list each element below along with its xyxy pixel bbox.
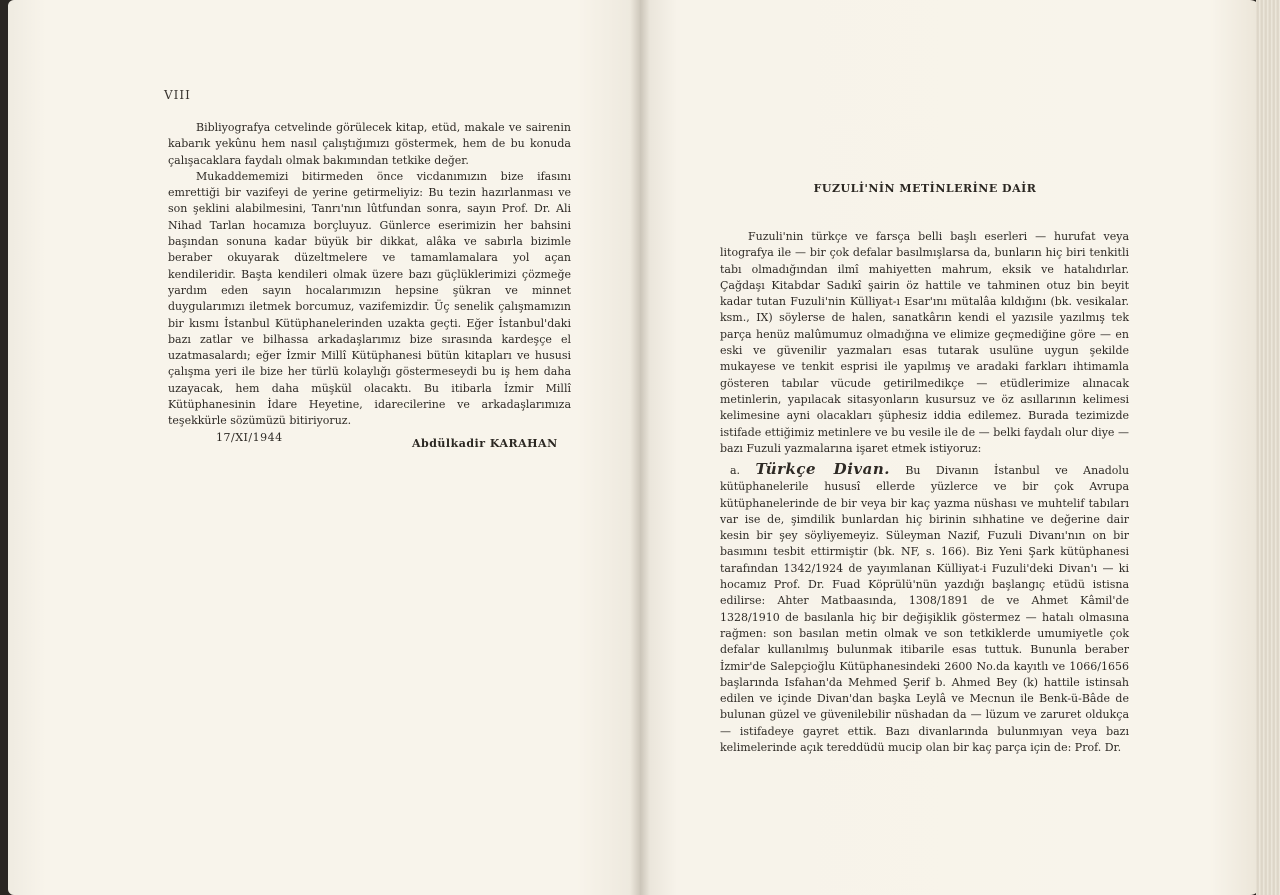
date: 17/XI/1944 (216, 430, 283, 444)
paragraph: Mukaddememizi bitirmeden önce vicdanımızın bize ifasını emrettiği bir vazifeyi de yerine getirmeliyiz: Bu tezin hazırlanması ve son şeklini alabilmesini, Tanrı'nın lûtfundan sonra, sayın Prof. Dr. Ali Nihad Tarlan hocamıza borçluyuz. Günlerce eserimizin her bahsini başından sonuna kadar büyük bir dikkat, alâka ve sabırla bizimle beraber okuyarak düzeltmelere ve tamamlamalara yol açan kendileridir. Başta kendileri olmak üzere bazı güçlüklerimizi çözmeğe yardım eden sayın hocalarımızın hepsine şükran ve minnet duygularımızı iletmek borcumuz, vazifemizdir. Üç senelik çalışmamızın bir kısmı İstanbul Kütüphanelerinden uzakta geçti. Eğer İstanbul'daki bazı zatlar ve bilhassa arkadaşlarımız bize sırasında kardeşçe el uzatmasalardı; eğer İzmir Millî Kütüphanesi bütün kitapları ve hususi çalışma yeri ile bize her türlü kolaylığı göstermeseydi bu iş hem daha uzayacak, hem daha müşkül olacaktı. Bu itibarla İzmir Millî Kütüphanesinin İdare Heyetine, idarecilerine ve arkadaşlarımıza teşekkürle sözümüzü bitiriyoruz. (168, 169, 571, 428)
preface-text (168, 120, 571, 446)
paragraph: Fuzuli'nin türkçe ve farsça belli başlı eserleri — hurufat veya litografya ile — bir çok defalar basılmışlarsa da, bunların hiç biri tenkitli tabı olmadığından ilmî mahiyetten mahrum, eksik ve hatalıdırlar. Çağdaşı Kitabdar Sadıkî şairin öz hattile ve tahminen otuz bin beyit kadar tutan Fuzuli'nin Külliyat-ı Esar'ını mütalâa kıldığını (bk. vesikalar. ksm., IX) söylerse de halen, sanatkârın kendi el yazısile yazılmış tek parça henüz malûmumuz olmadığına ve elimize geçmediğine göre — en eski ve güvenilir yazmaları esas tutarak usulüne uygun şekilde mukayese ve tenkit esprisi ile yapılmış ve aradaki farkları ihtimamla gösteren tabılar vücude getirilmedikçe — etüdlerimize alınacak metinlerin, yapılacak sitasyonların kusursuz ve öz asıllarının kelimesi kelimesine ayni olacakları şüphesiz iddia edilemez. Burada tezimizde istifade ettiğimiz metinlere ve bu vesile ile de — belki faydalı olur diye — bazı Fuzuli yazmalarına işaret etmek istiyoruz: (720, 230, 1129, 455)
paragraph: Bibliyografya cetvelinde görülecek kitap, etüd, makale ve sairenin kabarık yekûnu hem nasıl çalıştığımızı göstermek, hem de bu konuda çalışacaklara faydalı olmak bakımından tetkike değer. (168, 121, 571, 167)
paragraph (720, 461, 1129, 756)
page-edges (1256, 0, 1280, 895)
section-a-text (720, 461, 1129, 756)
intro-text (720, 229, 1129, 457)
page-number: VIII (164, 88, 191, 102)
section-heading: Türkçe Divan. (755, 460, 890, 478)
left-page (8, 0, 640, 895)
section-body: Bu Divanın İstanbul ve Anadolu kütüphanelerile hususî ellerde yüzlerce ve bir çok Avrupa kütüphanelerinde de bir veya bir kaç yazma nüshası ve muhtelif tabıları var ise de, şimdilik bunlardan hiç birinin sıhhatine ve değerine dair kesin bir şey söyliyemeyiz. Süleyman Nazif, Fuzuli Divanı'nın on bir basımını tesbit ettirmiştir (bk. NF, s. 166). Biz Yeni Şark kütüphanesi tarafından 1342/1924 de yayımlanan Külliyat-i Fuzuli'deki Divan'ı — ki hocamız Prof. Dr. Fuad Köprülü'nün yazdığı başlangıç etüdü istisna edilirse: Ahter Matbaasında, 1308/1891 de ve Ahmet Kâmil'de 1328/1910 de basılanla hiç bir değişiklik göstermez — hatalı olmasına rağmen: son basılan metin olmak ve son tetkiklerde umumiyetle çok defalar kullanılmış bulunmak itibarile esas tuttuk. Bununla beraber İzmir'de Salepçioğlu Kütüphanesindeki 2600 No.da kayıtlı ve 1066/1656 başlarında Isfahan'da Mehmed Şerif b. Ahmed Bey (k) hattile istinsah edilen ve içinde Divan'dan başka Leylâ ve Mecnun ile Benk-ü-Bâde de bulunan güzel ve güvenilebilir nüshadan da — lüzum ve zaruret oldukça — istifadeye gayret ettik. Bazı divanlarında bulunmıyan veya bazı kelimelerinde açık tereddüdü mucip olan bir kaç parça için de: Prof. Dr. (720, 464, 1130, 755)
section-mark: a. (730, 464, 741, 477)
author-signature: Abdülkadir KARAHAN (412, 437, 558, 450)
book-gutter (630, 0, 650, 895)
chapter-title: FUZULİ'NİN METİNLERİNE DAİR (813, 182, 1037, 195)
